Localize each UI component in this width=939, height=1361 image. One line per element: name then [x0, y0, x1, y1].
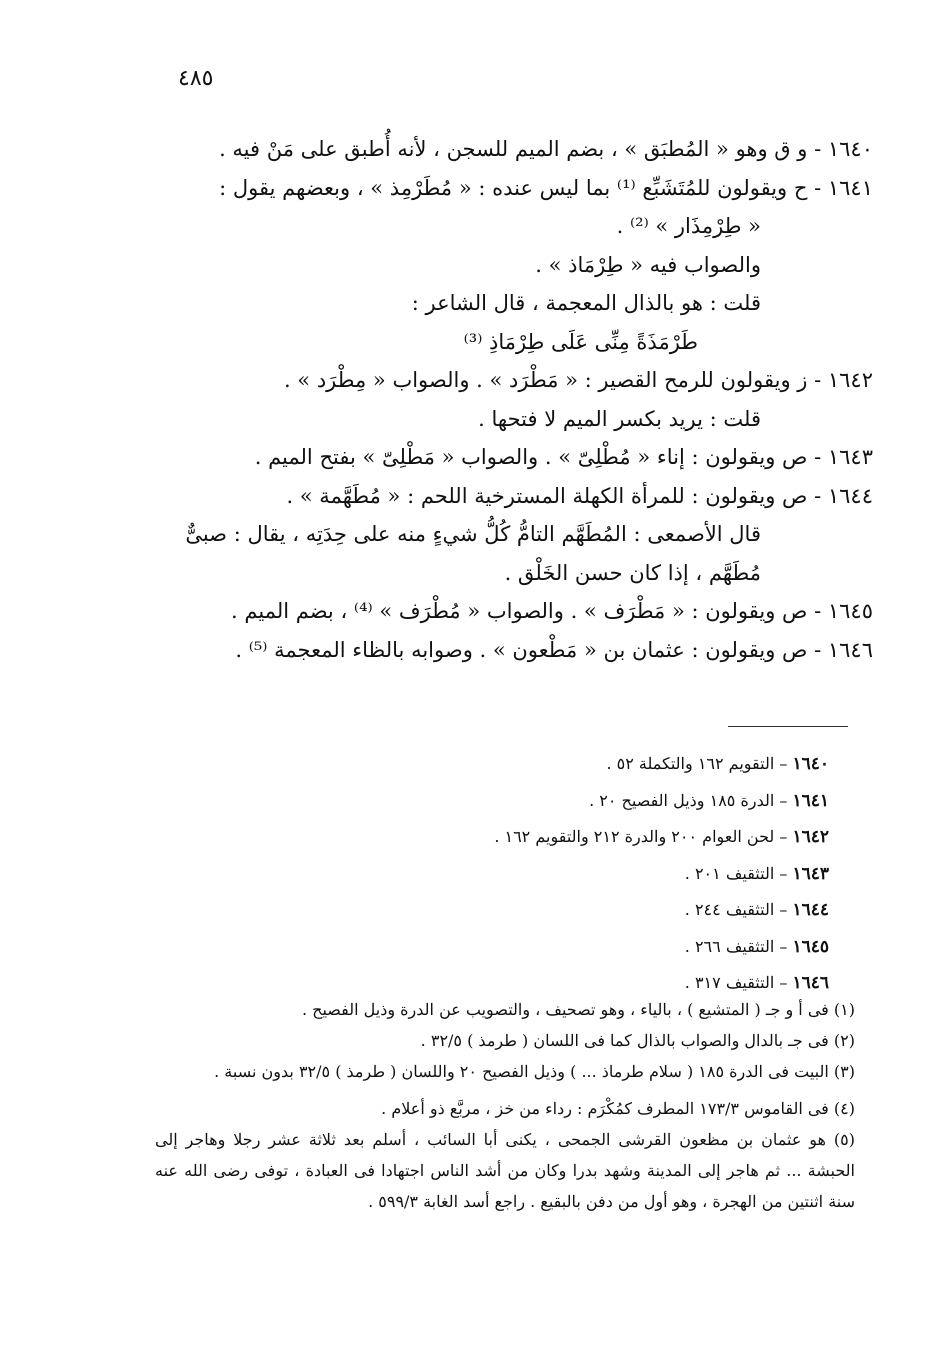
footnote-1: (١) فى أ و جـ ( المتشيع ) ، بالياء ، وهو تصحيف ، والتصويب عن الدرة وذيل الفصيح . — [301, 1000, 855, 1019]
entry-1643: ١٦٤٣ - ص ويقولون : إناء « مُطْلِىّ » . والصواب « مَطْلِىّ » بفتح الميم . — [254, 445, 873, 469]
footnote-5: (٥) هو عثمان بن مظعون القرشى الجمحى ، يكنى أبا السائب ، أسلم بعد ثلاثة عشر رجلا وهاجر إلى الحبشة ... ثم هاجر إلى المدينة وشهد بدرا وكان من أشد الناس اجتهادا فى العبادة ، توفى رضى الله عنه سنة اثنتين من الهجرة ، وهو أول من دفن بالبقيع . راجع أسد الغابة ٥٩٩/٣ . — [155, 1130, 855, 1211]
footnote-4: (٤) فى القاموس ١٧٣/٣ المطرف كمُكْرَم : رداء من خز ، مربَّع ذو أعلام . — [381, 1099, 855, 1118]
entry-1641-correct: والصواب فيه « طِرْمَاذ » . — [535, 252, 761, 277]
entry-1641-note: قلت : هو بالذال المعجمة ، قال الشاعر : — [411, 291, 761, 315]
entry-1641: ١٦٤١ - ح ويقولون للمُتَشَبِّع ⁽¹⁾ بما ليس عنده : « مُطَرْمِذ » ، وبعضهم يقول : — [219, 175, 873, 200]
footnotes — [155, 994, 855, 1217]
source-1641: ١٦٤١ – الدرة ١٨٥ وذيل الفصيح ٢٠ . — [589, 790, 829, 811]
entry-1645: ١٦٤٥ - ص ويقولون : « مَطْرَف » . والصواب « مُطْرَف » ⁽⁴⁾ ، بضم الميم . — [231, 599, 873, 623]
entry-1642: ١٦٤٢ - ز ويقولون للرمح القصير : « مَطْرَد » . والصواب « مِطْرَد » . — [283, 368, 873, 392]
source-1645: ١٦٤٥ – التثقيف ٢٦٦ . — [684, 936, 829, 957]
source-references — [494, 746, 829, 1002]
entry-1641-cont: « طِرْمِذَار » ⁽²⁾ . — [616, 214, 761, 238]
page-number: ٤٨٥ — [178, 66, 214, 91]
source-1643: ١٦٤٣ – التثقيف ٢٠١ . — [684, 863, 829, 884]
footnote-2: (٢) فى جـ بالدال والصواب بالذال كما فى اللسان ( طرمذ ) ٣٢/٥ . — [420, 1031, 855, 1050]
footnote-3: (٣) البيت فى الدرة ١٨٥ ( سلام طرماذ ... ) وذيل الفصيح ٢٠ واللسان ( طرمذ ) ٣٢/٥ بدون نسبة . — [214, 1062, 855, 1081]
source-1642: ١٦٤٢ – لحن العوام ٢٠٠ والدرة ٢١٢ والتقويم ١٦٢ . — [494, 827, 829, 847]
footnote-divider — [728, 726, 848, 727]
entry-1644: ١٦٤٤ - ص ويقولون : للمرأة الكهلة المسترخية اللحم : « مُطَهَّمة » . — [286, 483, 873, 508]
entry-1644-quote: قال الأصمعى : المُطَهَّم التامُّ كُلُّ شيءٍ منه على حِدَتِه ، يقال : صبىٌّ — [185, 522, 761, 546]
entry-1640: ١٦٤٠ - و ق وهو « المُطبَق » ، بضم الميم للسجن ، لأنه أُطبق على مَنْ فيه . — [219, 137, 873, 161]
source-1646: ١٦٤٦ – التثقيف ٣١٧ . — [684, 973, 829, 993]
entry-1646: ١٦٤٦ - ص ويقولون : عثمان بن « مَطْعون » . وصوابه بالظاء المعجمة ⁽⁵⁾ . — [235, 637, 873, 662]
entry-1644-quote-cont: مُطَهَّم ، إذا كان حسن الخَلْق . — [504, 560, 761, 585]
entry-1642-note: قلت : يريد بكسر الميم لا فتحها . — [478, 406, 761, 431]
source-1644: ١٦٤٤ – التثقيف ٢٤٤ . — [684, 900, 829, 920]
source-1640: ١٦٤٠ – التقويم ١٦٢ والتكملة ٥٢ . — [606, 754, 829, 774]
verse-line: طَرْمَذَةً مِنِّى عَلَى طِرْمَاذِ ⁽³⁾ — [463, 329, 698, 354]
main-text — [93, 130, 873, 669]
